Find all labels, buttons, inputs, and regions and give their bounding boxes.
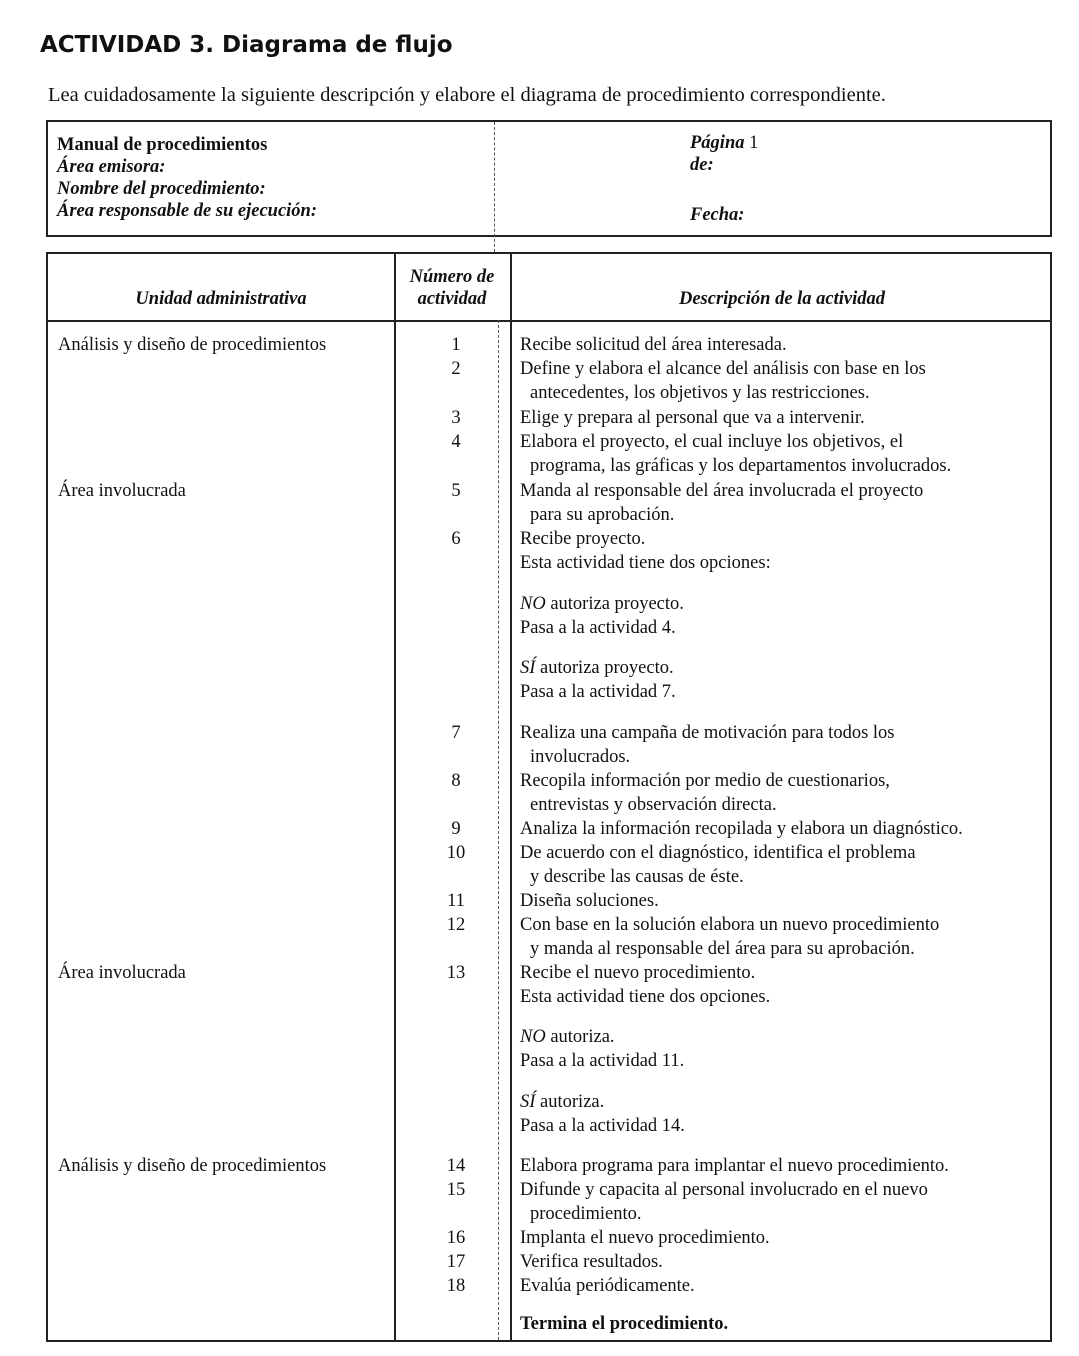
activity-number: 4 <box>451 432 461 452</box>
description-line: Evalúa periódicamente. <box>520 1276 695 1296</box>
activity-number: 15 <box>446 1180 466 1200</box>
activity-number: 11 <box>447 891 465 911</box>
activity-number: 12 <box>446 915 466 935</box>
description-line: Pasa a la actividad 14. <box>520 1116 685 1136</box>
activity-number: 2 <box>451 359 461 379</box>
activity-number: 10 <box>446 843 466 863</box>
description-line: Recibe el nuevo procedimiento. <box>520 963 756 983</box>
instructions: Lea cuidadosamente la siguiente descripción y elabore el diagrama de procedimiento correspondiente. <box>48 84 886 106</box>
procedure-name-label: Nombre del procedimiento: <box>57 179 266 199</box>
activity-number: 16 <box>446 1228 466 1248</box>
end-of-procedure: Termina el procedimiento. <box>520 1314 729 1334</box>
page-number: 1 <box>749 133 759 153</box>
description-line: Pasa a la actividad 11. <box>520 1051 685 1071</box>
activity-number: 8 <box>451 771 461 791</box>
activity-number: 7 <box>451 723 461 743</box>
header-box <box>46 120 1052 237</box>
description-line: Define y elabora el alcance del análisis con base en los <box>520 359 926 379</box>
option-text: autoriza. <box>545 1027 615 1047</box>
date-label: Fecha: <box>690 205 745 225</box>
description-line: Difunde y capacita al personal involucrado en el nuevo <box>520 1180 928 1200</box>
description-line: Analiza la información recopilada y elabora un diagnóstico. <box>520 819 963 839</box>
activity-number: 1 <box>451 335 461 355</box>
responsible-area-label: Área responsable de su ejecución: <box>57 201 318 221</box>
page-of-label: de: <box>690 155 714 175</box>
description-line: involucrados. <box>530 747 631 767</box>
col-header-unit: Unidad administrativa <box>135 289 307 309</box>
activity-number: 14 <box>446 1156 466 1176</box>
description-line: procedimiento. <box>530 1204 642 1224</box>
option-si: SÍ <box>520 1092 536 1112</box>
option-si: SÍ <box>520 658 536 678</box>
option-no: NO <box>520 1027 546 1047</box>
option-text: autoriza proyecto. <box>535 658 674 678</box>
col-header-desc: Descripción de la actividad <box>678 289 886 309</box>
description-line: Diseña soluciones. <box>520 891 659 911</box>
description-line: Implanta el nuevo procedimiento. <box>520 1228 770 1248</box>
page-label <box>690 132 758 154</box>
description-line: Verifica resultados. <box>520 1252 663 1272</box>
description-line: Pasa a la actividad 7. <box>520 682 676 702</box>
description-line: Recibe proyecto. <box>520 529 646 549</box>
activity-number: 9 <box>451 819 461 839</box>
page-label-text: Página <box>690 133 745 153</box>
description-line: Con base en la solución elabora un nuevo procedimiento <box>520 915 940 935</box>
description-line: Elabora programa para implantar el nuevo procedimiento. <box>520 1156 949 1176</box>
page-title: ACTIVIDAD 3. Diagrama de flujo <box>40 32 453 58</box>
description-line: Manda al responsable del área involucrada el proyecto <box>520 481 924 501</box>
activity-number: 5 <box>451 481 461 501</box>
procedure-table <box>46 252 1052 1342</box>
activity-number: 6 <box>451 529 461 549</box>
description-line: programa, las gráficas y los departamentos involucrados. <box>530 456 952 476</box>
activity-number: 3 <box>451 408 461 428</box>
description-line: Esta actividad tiene dos opciones. <box>520 987 771 1007</box>
description-line: Elige y prepara al personal que va a intervenir. <box>520 408 865 428</box>
unit-cell: Análisis y diseño de procedimientos <box>58 1156 327 1176</box>
description-line: y manda al responsable del área para su aprobación. <box>530 939 915 959</box>
description-line: para su aprobación. <box>530 505 675 525</box>
area-emisora-label: Área emisora: <box>57 157 166 177</box>
description-line: De acuerdo con el diagnóstico, identifica el problema <box>520 843 916 863</box>
unit-cell: Área involucrada <box>58 963 186 983</box>
description-line: Pasa a la actividad 4. <box>520 618 676 638</box>
description-line: entrevistas y observación directa. <box>530 795 777 815</box>
unit-cell: Análisis y diseño de procedimientos <box>58 335 327 355</box>
unit-cell: Área involucrada <box>58 481 186 501</box>
description-line: Esta actividad tiene dos opciones: <box>520 553 771 573</box>
option-no: NO <box>520 594 546 614</box>
manual-label: Manual de procedimientos <box>57 135 268 155</box>
description-line <box>520 1025 615 1049</box>
option-text: autoriza. <box>535 1092 605 1112</box>
description-line: y describe las causas de éste. <box>530 867 744 887</box>
header-rule <box>48 320 1050 322</box>
description-line: Recopila información por medio de cuestionarios, <box>520 771 890 791</box>
activity-number: 17 <box>446 1252 466 1272</box>
description-line <box>520 656 674 680</box>
description-line: Elabora el proyecto, el cual incluye los objetivos, el <box>520 432 904 452</box>
col-header-num-1: Número de <box>409 267 495 287</box>
fold-line <box>494 122 495 252</box>
activity-number: 18 <box>446 1276 466 1296</box>
description-line: Realiza una campaña de motivación para todos los <box>520 723 895 743</box>
description-line <box>520 592 684 616</box>
description-line <box>520 1090 604 1114</box>
description-line: antecedentes, los objetivos y las restricciones. <box>530 383 870 403</box>
col-header-num-2: actividad <box>417 289 487 309</box>
activity-number: 13 <box>446 963 466 983</box>
option-text: autoriza proyecto. <box>545 594 684 614</box>
description-line: Recibe solicitud del área interesada. <box>520 335 787 355</box>
